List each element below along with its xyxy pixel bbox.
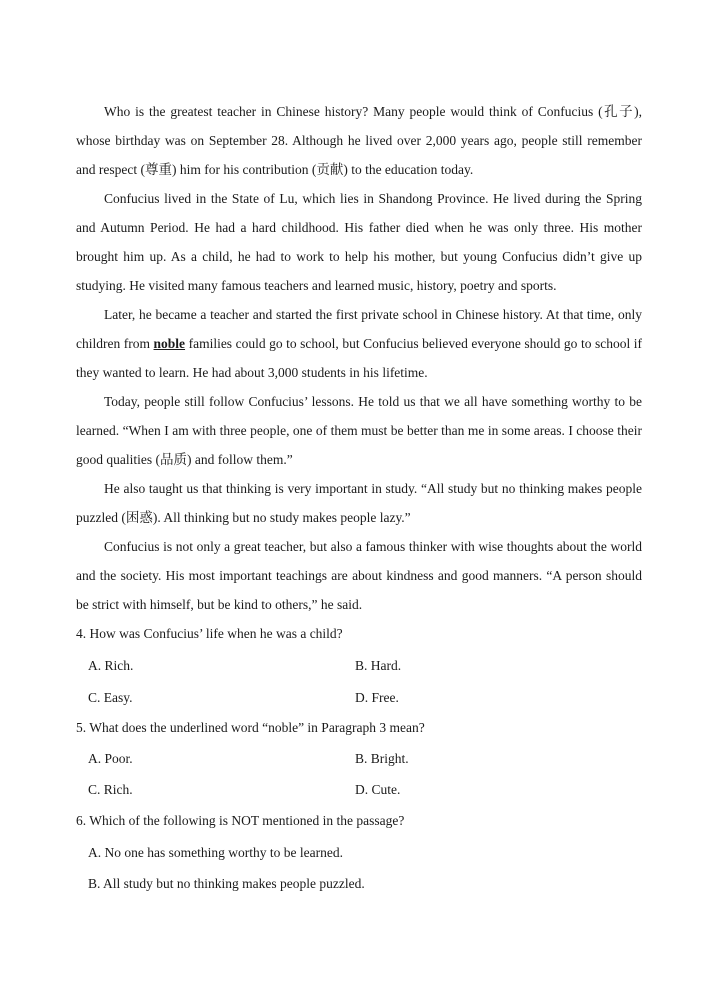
- underlined-word-noble: noble: [153, 336, 186, 351]
- question-4-text: 4. How was Confucius’ life when he was a child?: [76, 626, 343, 641]
- paragraph-6: Confucius is not only a great teacher, but also a famous thinker with wise thoughts about the world and the society. His most important teachings are about kindness and good manners. “A person should be strict with himself, but be kind to others,” he said.: [76, 539, 642, 612]
- paragraph-5: He also taught us that thinking is very important in study. “All study but no thinking makes people puzzled (困惑). All thinking but no study makes people lazy.”: [76, 481, 642, 525]
- question-4-option-d[interactable]: D. Free.: [355, 690, 399, 705]
- paragraph-3: [76, 300, 642, 387]
- question-6-text: 6. Which of the following is NOT mentioned in the passage?: [76, 813, 405, 828]
- question-5-option-b[interactable]: B. Bright.: [355, 751, 409, 766]
- paragraph-3-text-after: families could go to school, but Confucius believed everyone should go to school if they wanted to learn. He had about 3,000 students in his lifetime.: [76, 336, 642, 380]
- paragraph-4: Today, people still follow Confucius’ lessons. He told us that we all have something worthy to be learned. “When I am with three people, one of them must be better than me in some areas. I choose their good qualities (品质) and follow them.”: [76, 394, 642, 467]
- question-4-option-c[interactable]: C. Easy.: [88, 690, 133, 705]
- question-5-option-d[interactable]: D. Cute.: [355, 782, 401, 797]
- question-4-option-b[interactable]: B. Hard.: [355, 658, 402, 673]
- question-4-option-a[interactable]: A. Rich.: [88, 658, 134, 673]
- paragraph-2: Confucius lived in the State of Lu, which lies in Shandong Province. He lived during the Spring and Autumn Period. He had a hard childhood. His father died when he was only three. His mother brought him up. As a child, he had to work to help his mother, but young Confucius didn’t give up studying. He visited many famous teachers and learned music, history, poetry and sports.: [76, 191, 642, 293]
- question-5-option-c[interactable]: C. Rich.: [88, 782, 133, 797]
- question-5-text: 5. What does the underlined word “noble” in Paragraph 3 mean?: [76, 720, 425, 735]
- reading-passage: [76, 97, 642, 619]
- question-6-option-a[interactable]: A. No one has something worthy to be learned.: [88, 845, 343, 860]
- question-6-option-b[interactable]: B. All study but no thinking makes people puzzled.: [88, 876, 365, 891]
- question-5-option-a[interactable]: A. Poor.: [88, 751, 133, 766]
- paragraph-3-text-before: Later, he became a teacher and started the first private school in Chinese history. At that time, only children from: [76, 307, 642, 351]
- paragraph-1: Who is the greatest teacher in Chinese history? Many people would think of Confucius (孔子), whose birthday was on September 28. Although he lived over 2,000 years ago, people still remember and respect (尊重) him for his contribution (贡献) to the education today.: [76, 104, 642, 177]
